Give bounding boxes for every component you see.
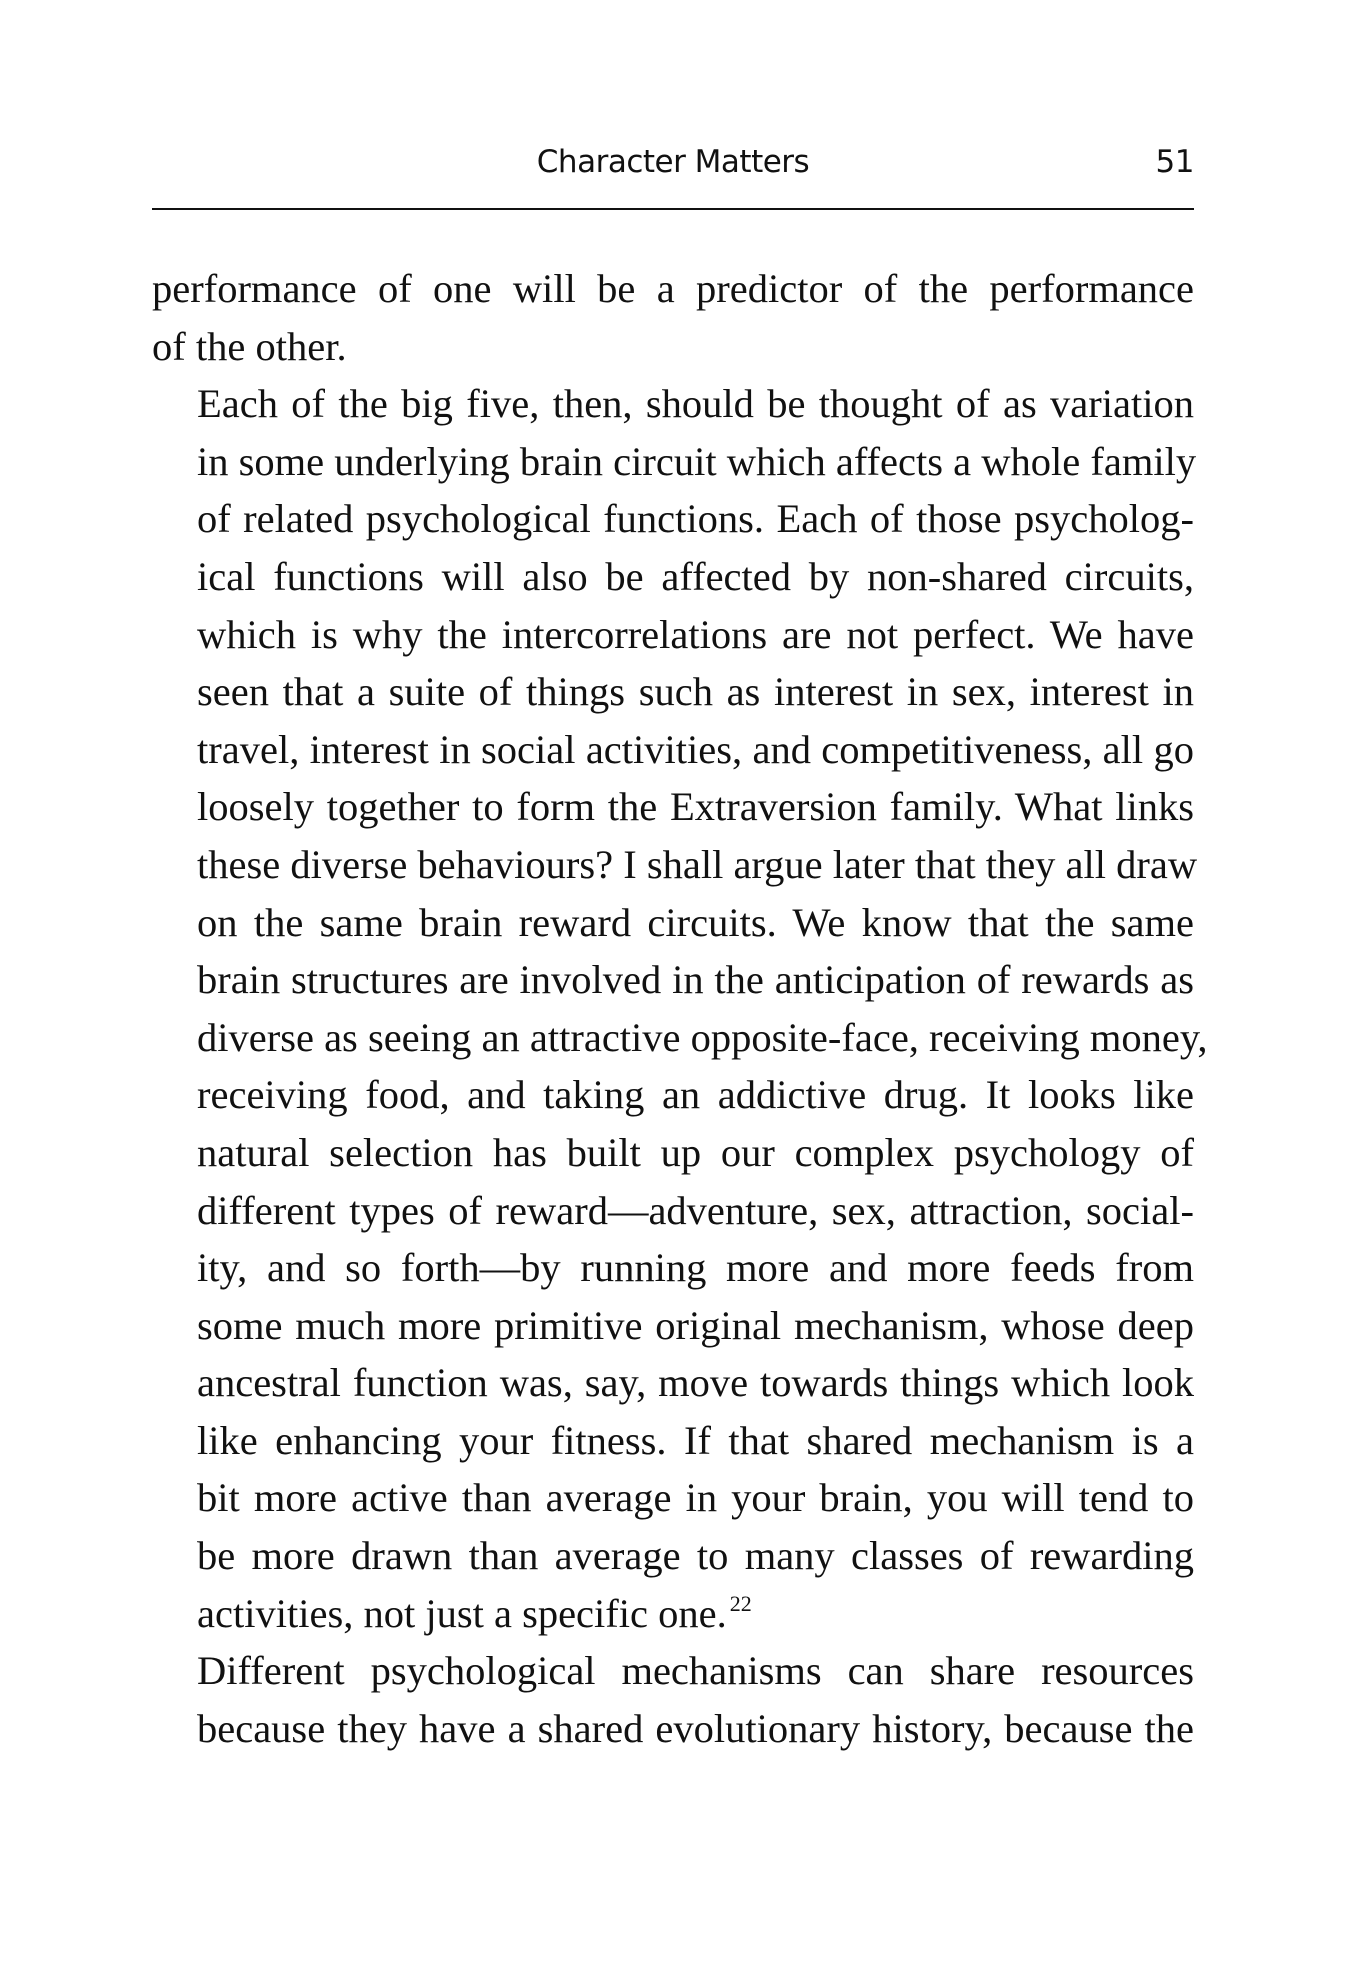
running-title: Character Matters bbox=[536, 144, 810, 180]
text-line: because they have a shared evolutionary history, because the bbox=[197, 1705, 1194, 1751]
text-line: ical functions will also be affected by non-shared circuits, bbox=[197, 553, 1194, 599]
text-line: Different psychological mechanisms can share resources bbox=[197, 1648, 1194, 1694]
text-line: diverse as seeing an attractive opposite-face, receiving money, bbox=[197, 1014, 1208, 1060]
paragraph bbox=[152, 1642, 1194, 1757]
page-number: 51 bbox=[1155, 144, 1194, 180]
text-line: these diverse behaviours? I shall argue later that they all draw bbox=[197, 841, 1198, 887]
paragraph bbox=[152, 375, 1208, 1642]
text-line: in some underlying brain circuit which affects a whole family bbox=[197, 438, 1197, 484]
text-line: like enhancing your fitness. If that shared mechanism is a bbox=[197, 1417, 1194, 1463]
text-line: ity, and so forth—by running more and more feeds from bbox=[197, 1245, 1194, 1291]
header-rule bbox=[152, 208, 1194, 210]
text-line-content: activities, not just a specific one. bbox=[197, 1590, 727, 1636]
body-text bbox=[152, 260, 1208, 1757]
text-line: loosely together to form the Extraversion family. What links bbox=[197, 784, 1194, 830]
text-line: be more drawn than average to many classes of rewarding bbox=[197, 1533, 1194, 1579]
paragraph bbox=[152, 260, 1194, 375]
text-line: performance of one will be a predictor of the performance bbox=[152, 266, 1194, 311]
text-line: brain structures are involved in the anticipation of rewards as bbox=[197, 957, 1194, 1003]
text-line: ancestral function was, say, move towards things which look bbox=[197, 1360, 1194, 1406]
text-line: some much more primitive original mechanism, whose deep bbox=[197, 1302, 1194, 1348]
text-line: on the same brain reward circuits. We know that the same bbox=[197, 899, 1194, 945]
text-line: travel, interest in social activities, and competitiveness, all go bbox=[197, 726, 1194, 772]
text-line: of related psychological functions. Each of those psycholog- bbox=[197, 496, 1194, 542]
text-line: which is why the intercorrelations are not perfect. We have bbox=[197, 611, 1194, 657]
running-head bbox=[152, 144, 1194, 188]
text-line: natural selection has built up our complex psychology of bbox=[197, 1129, 1194, 1175]
text-line: bit more active than average in your brain, you will tend to bbox=[197, 1475, 1194, 1521]
text-line: receiving food, and taking an addictive drug. It looks like bbox=[197, 1072, 1194, 1118]
footnote-reference[interactable]: 22 bbox=[729, 1590, 752, 1616]
text-line: different types of reward—adventure, sex, attraction, social- bbox=[197, 1187, 1194, 1233]
text-line: of the other. bbox=[152, 323, 347, 369]
text-line: seen that a suite of things such as interest in sex, interest in bbox=[197, 669, 1194, 715]
text-line bbox=[152, 1585, 1194, 1643]
text-line: Each of the big five, then, should be thought of as variation bbox=[197, 381, 1194, 427]
